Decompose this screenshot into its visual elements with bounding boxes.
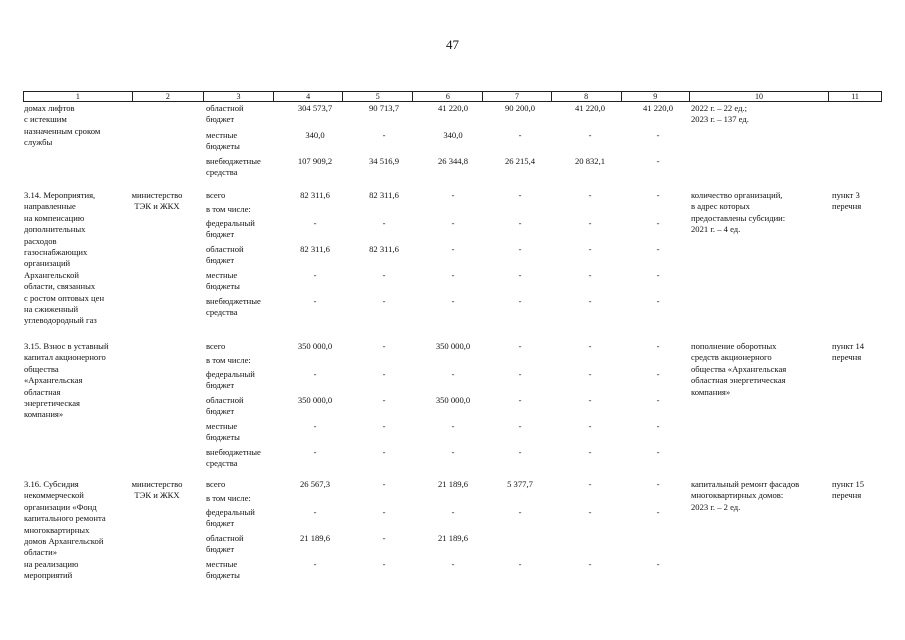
funding-value: 20 832,1 xyxy=(574,156,606,166)
measure-name-line: области, связанных xyxy=(24,281,96,292)
funding-value: 5 377,7 xyxy=(507,479,533,489)
funding-value: - xyxy=(382,533,386,543)
measure-name-line: направленные xyxy=(24,201,76,212)
funding-value: - xyxy=(588,218,592,228)
header-cell: 9 xyxy=(621,92,689,102)
header-cell: 8 xyxy=(551,92,621,102)
funding-value: - xyxy=(451,218,455,228)
funding-value: - xyxy=(518,270,522,280)
measure-name-line: 3.14. Мероприятия, xyxy=(24,190,96,200)
funding-value: - xyxy=(382,395,386,405)
funding-value: 90 713,7 xyxy=(368,103,400,113)
funding-value: - xyxy=(518,447,522,457)
header-cell: 10 xyxy=(689,92,828,102)
funding-value: - xyxy=(382,296,386,306)
header-cell: 3 xyxy=(203,92,273,102)
header-cell: 4 xyxy=(274,92,343,102)
funding-value: 350 000,0 xyxy=(297,395,333,405)
result-indicator-line: общества «Архангельская xyxy=(691,363,787,374)
funding-value: - xyxy=(518,190,522,200)
measure-name-line: мероприятий xyxy=(24,570,73,581)
responsible-org-line: ТЭК и ЖКХ xyxy=(134,490,180,501)
funding-source-label: федеральный xyxy=(206,369,255,379)
list-reference-line: перечня xyxy=(832,352,862,363)
funding-value: - xyxy=(656,156,660,166)
measure-name-line: капитал акционерного xyxy=(24,352,106,363)
measure-name-line: области» xyxy=(24,547,58,558)
funding-value: - xyxy=(451,244,455,254)
measure-name-line: углеводородный газ xyxy=(24,315,97,326)
funding-value: 82 311,6 xyxy=(300,190,330,200)
funding-source-label: местные xyxy=(206,270,238,280)
funding-value: - xyxy=(588,395,592,405)
list-reference-line: перечня xyxy=(832,490,862,501)
measure-name-line: организации «Фонд xyxy=(24,501,97,512)
funding-source-label: областной xyxy=(206,103,244,113)
funding-source-label: бюджет xyxy=(206,406,235,417)
list-reference-line: пункт 3 xyxy=(832,190,860,200)
measure-name-line: «Архангельская xyxy=(24,375,83,386)
funding-value: - xyxy=(518,421,522,431)
funding-source-label: в том числе: xyxy=(206,355,251,365)
funding-value: - xyxy=(313,270,317,280)
funding-value: 26 344,8 xyxy=(437,156,469,166)
funding-value: - xyxy=(451,447,455,457)
funding-value: 21 189,6 xyxy=(437,479,469,489)
measure-name-line: на реализацию xyxy=(24,558,79,569)
measure-name-line: общества xyxy=(24,363,59,374)
funding-value: - xyxy=(451,507,455,517)
measure-name-line: многоквартирных xyxy=(24,524,90,535)
funding-value: - xyxy=(451,190,455,200)
funding-value: 350 000,0 xyxy=(435,395,471,405)
funding-value: 90 200,0 xyxy=(504,103,536,113)
funding-value: - xyxy=(588,270,592,280)
funding-value: - xyxy=(313,218,317,228)
column-number-header xyxy=(23,91,882,102)
responsible-org-line: ТЭК и ЖКХ xyxy=(134,201,180,212)
header-cell: 5 xyxy=(343,92,413,102)
funding-source-label: внебюджетные xyxy=(206,296,261,306)
funding-source-label: бюджеты xyxy=(206,432,240,443)
funding-value: 82 311,6 xyxy=(300,244,330,254)
funding-value: - xyxy=(656,270,660,280)
funding-value: 82 311,6 xyxy=(369,244,399,254)
funding-value: - xyxy=(451,559,455,569)
funding-source-label: областной xyxy=(206,244,244,254)
funding-source-label: в том числе: xyxy=(206,204,251,214)
measure-name-line: организаций xyxy=(24,258,71,269)
funding-value: - xyxy=(656,244,660,254)
funding-value: - xyxy=(656,421,660,431)
measure-name-line: на сжиженный xyxy=(24,304,79,314)
list-reference-line: пункт 14 xyxy=(832,341,865,351)
result-indicator-line: 2023 г. – 2 ед. xyxy=(691,501,741,512)
funding-value: - xyxy=(382,341,386,351)
funding-value: 340,0 xyxy=(305,130,325,140)
funding-value: - xyxy=(656,296,660,306)
header-cell: 1 xyxy=(24,92,133,102)
funding-source-label: всего xyxy=(206,341,226,351)
result-indicator-line: в адрес которых xyxy=(691,201,750,212)
funding-value: - xyxy=(313,507,317,517)
funding-source-label: бюджеты xyxy=(206,141,240,152)
funding-source-label: внебюджетные xyxy=(206,447,261,457)
measure-name-line: 3.15. Взнос в уставный xyxy=(24,341,109,351)
funding-source-label: внебюджетные xyxy=(206,156,261,166)
funding-value: - xyxy=(382,421,386,431)
result-indicator-line: областная энергетическая xyxy=(691,375,786,386)
funding-value: - xyxy=(518,130,522,140)
funding-value: - xyxy=(518,341,522,351)
funding-value: - xyxy=(451,421,455,431)
funding-value: 21 189,6 xyxy=(437,533,469,543)
funding-value: - xyxy=(382,218,386,228)
measure-name-line: с ростом оптовых цен xyxy=(24,292,105,303)
funding-value: 41 220,0 xyxy=(642,103,674,113)
funding-value: - xyxy=(656,369,660,379)
funding-value: - xyxy=(382,130,386,140)
funding-value: - xyxy=(313,447,317,457)
funding-value: - xyxy=(518,559,522,569)
funding-source-label: бюджет xyxy=(206,544,235,555)
funding-value: - xyxy=(382,559,386,569)
header-cell: 7 xyxy=(483,92,551,102)
result-indicator-line: 2021 г. – 4 ед. xyxy=(691,224,741,235)
list-reference-line: пункт 15 xyxy=(832,479,865,489)
funding-source-label: бюджет xyxy=(206,380,235,391)
funding-value: 340,0 xyxy=(443,130,463,140)
header-cell: 2 xyxy=(132,92,203,102)
result-indicator-line: количество организаций, xyxy=(691,190,783,200)
funding-value: 26 567,3 xyxy=(299,479,331,489)
funding-source-label: местные xyxy=(206,421,238,431)
funding-value: - xyxy=(518,395,522,405)
funding-value: - xyxy=(313,296,317,306)
funding-source-label: в том числе: xyxy=(206,493,251,503)
measure-name-line: на компенсацию xyxy=(24,212,85,223)
funding-source-label: федеральный xyxy=(206,218,255,228)
funding-value: - xyxy=(656,218,660,228)
result-indicator-line: 2022 г. – 22 ед.; xyxy=(691,103,747,113)
result-indicator-line: капитальный ремонт фасадов xyxy=(691,479,800,489)
funding-value: - xyxy=(451,369,455,379)
funding-value: - xyxy=(382,369,386,379)
funding-value: - xyxy=(588,369,592,379)
measure-name-line: домах лифтов xyxy=(24,103,75,113)
funding-value: - xyxy=(588,421,592,431)
funding-value: - xyxy=(588,507,592,517)
funding-value: - xyxy=(656,190,660,200)
funding-value: - xyxy=(382,507,386,517)
funding-source-label: бюджеты xyxy=(206,281,240,292)
funding-value: - xyxy=(656,395,660,405)
funding-source-label: средства xyxy=(206,458,238,469)
funding-value: 41 220,0 xyxy=(574,103,606,113)
funding-value: - xyxy=(656,559,660,569)
funding-value: - xyxy=(588,341,592,351)
funding-source-label: федеральный xyxy=(206,507,255,517)
measure-name-line: дополнительных xyxy=(24,224,86,235)
funding-source-label: всего xyxy=(206,479,226,489)
measure-name-line: Архангельской xyxy=(24,269,79,280)
funding-value: - xyxy=(382,447,386,457)
funding-value: - xyxy=(313,559,317,569)
header-cell: 11 xyxy=(829,92,882,102)
funding-value: - xyxy=(588,296,592,306)
funding-value: - xyxy=(518,244,522,254)
measure-name-line: 3.16. Субсидия xyxy=(24,479,79,489)
result-indicator-line: средств акционерного xyxy=(691,352,772,363)
measure-name-line: назначенным сроком xyxy=(24,125,101,136)
funding-value: 26 215,4 xyxy=(504,156,536,166)
funding-source-label: средства xyxy=(206,167,238,178)
funding-value: - xyxy=(588,190,592,200)
funding-source-label: областной xyxy=(206,395,244,405)
funding-value: - xyxy=(451,270,455,280)
funding-source-label: бюджет xyxy=(206,114,235,125)
list-reference-line: перечня xyxy=(832,201,862,212)
measure-name-line: компания» xyxy=(24,409,64,420)
measure-name-line: службы xyxy=(24,137,53,148)
responsible-org-line: министерство xyxy=(131,479,183,489)
page-number: 47 xyxy=(446,37,459,52)
funding-value: 304 573,7 xyxy=(297,103,333,113)
funding-value: 21 189,6 xyxy=(299,533,331,543)
funding-value: - xyxy=(382,479,386,489)
measure-name-line: расходов xyxy=(24,235,57,246)
funding-value: - xyxy=(588,447,592,457)
measure-name-line: областная xyxy=(24,386,61,397)
funding-value: 41 220,0 xyxy=(437,103,469,113)
funding-value: - xyxy=(656,130,660,140)
funding-value: - xyxy=(656,447,660,457)
funding-value: - xyxy=(588,244,592,254)
measure-name-line: некоммерческой xyxy=(24,490,84,501)
funding-source-label: местные xyxy=(206,130,238,140)
funding-source-label: бюджет xyxy=(206,229,235,240)
funding-source-label: областной xyxy=(206,533,244,543)
funding-value: - xyxy=(518,507,522,517)
measure-name-line: с истекшим xyxy=(24,114,67,125)
funding-value: - xyxy=(588,479,592,489)
funding-value: - xyxy=(313,369,317,379)
funding-value: 34 516,9 xyxy=(368,156,400,166)
measure-name-line: домов Архангельской xyxy=(24,536,104,546)
funding-value: 350 000,0 xyxy=(297,341,333,351)
funding-value: - xyxy=(518,369,522,379)
funding-source-label: всего xyxy=(206,190,226,200)
funding-value: 82 311,6 xyxy=(369,190,399,200)
result-indicator-line: компания» xyxy=(691,386,731,397)
measure-name-line: капитального ремонта xyxy=(24,513,106,524)
result-indicator-line: пополнение оборотных xyxy=(691,341,777,351)
header-cell: 6 xyxy=(413,92,483,102)
funding-value: 350 000,0 xyxy=(435,341,471,351)
funding-value: - xyxy=(313,421,317,431)
funding-value: - xyxy=(518,296,522,306)
funding-value: - xyxy=(656,341,660,351)
measure-name-line: энергетическая xyxy=(24,398,80,408)
responsible-org-line: министерство xyxy=(131,190,183,200)
funding-source-label: бюджет xyxy=(206,518,235,529)
funding-value: - xyxy=(518,218,522,228)
measure-name-line: газоснабжающих xyxy=(24,247,88,257)
funding-value: - xyxy=(451,296,455,306)
funding-value: - xyxy=(382,270,386,280)
funding-source-label: средства xyxy=(206,307,238,318)
funding-value: - xyxy=(588,559,592,569)
result-indicator-line: 2023 г. – 137 ед. xyxy=(691,114,749,125)
result-indicator-line: многоквартирных домов: xyxy=(691,490,784,501)
funding-source-label: местные xyxy=(206,559,238,569)
funding-source-label: бюджеты xyxy=(206,570,240,581)
funding-value: 107 909,2 xyxy=(297,156,333,166)
funding-value: - xyxy=(656,479,660,489)
funding-source-label: бюджет xyxy=(206,255,235,266)
result-indicator-line: предоставлены субсидии: xyxy=(691,212,786,223)
funding-value: - xyxy=(656,507,660,517)
funding-value: - xyxy=(588,130,592,140)
